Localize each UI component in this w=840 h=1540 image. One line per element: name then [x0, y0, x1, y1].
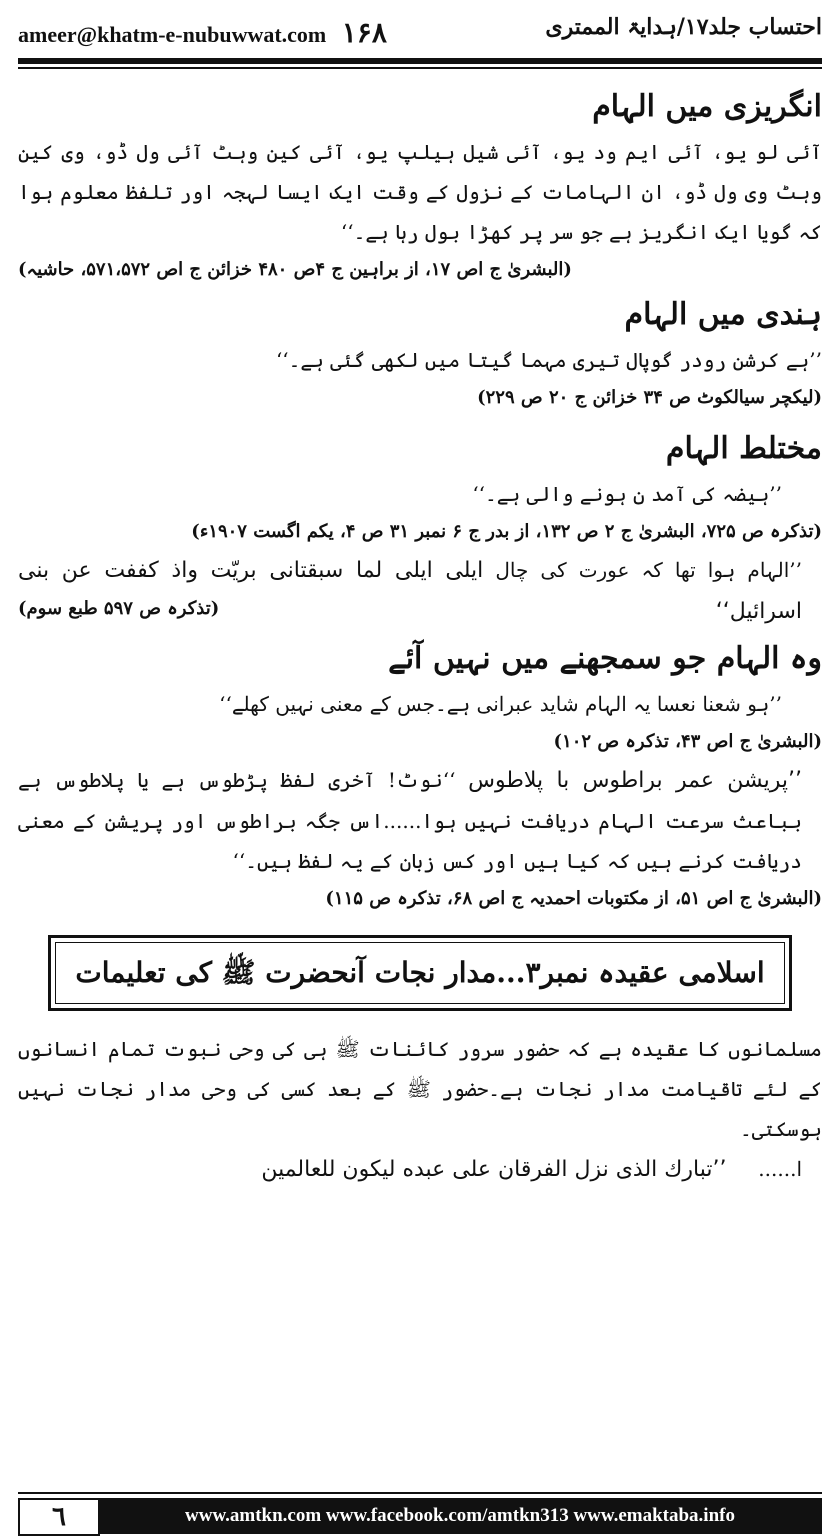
not-understood-reference-1: (البشریٰ ج اص ۴۳، تذکرہ ص ۱۰۲)	[553, 731, 822, 752]
header-left	[18, 16, 387, 50]
page-content	[18, 80, 822, 1190]
footer-rule	[18, 1492, 822, 1494]
header-rule-thin	[18, 67, 822, 69]
belief-title: اسلامی عقیدہ نمبر۳...مدار نجات آنحضرت ﷺ کی تعلیمات	[55, 942, 785, 1004]
mixed-reference-2: (تذکرہ ص ۵۹۷ طبع سوم)	[18, 598, 220, 619]
not-understood-reference-2: (البشریٰ ج اص ۵۱، از مکتوبات احمدیہ ج اص ۶۸، تذکرہ ص ۱۱۵)	[325, 888, 822, 909]
heading-mixed: مختلط الہام	[665, 431, 822, 466]
footer-page-number: ٦	[18, 1498, 100, 1536]
not-understood-text-2-urdu: ‘‘نوٹ! آخری لفظ پڑطوس ہے یا پلاطوس ہے بباعث سرعت الہام دریافت نہیں ہوا......اس جگہ براطوس اور پریشن کے معنی دریافت کرنے ہیں کہ کیا ہیں اور کس زبان کے یہ لفظ ہیں۔‘‘	[18, 768, 802, 873]
header-book-title: احتساب جلد۱۷/ہدایۃ الممتری	[545, 14, 822, 40]
page-footer	[18, 1498, 822, 1534]
header-page-number: ۱۶۸	[341, 18, 387, 49]
heading-not-understood: وہ الہام جو سمجھنے میں نہیں آئے	[388, 641, 822, 676]
page-header	[18, 6, 822, 58]
heading-english: انگریزی میں الہام	[592, 89, 822, 124]
mixed-text-2-arabic: ایلی ایلی لما سبقتانی بریّت واذ کففت عن بنی اسرائیل	[18, 558, 802, 624]
not-understood-text-2-arabic: ’’پریشن عمر براطوس با پلاطوس	[468, 768, 802, 793]
belief-numbering: ا......	[758, 1157, 802, 1181]
mixed-text-1: ’’ہیضہ کی آمد ن ہونے والی ہے۔‘‘	[472, 482, 782, 506]
hindi-text: ’’ہے کرشن رودر گوپال تیری مہما گیتا میں لکھی گئی ہے۔‘‘	[275, 348, 822, 372]
belief-text: مسلمانوں کا عقیدہ ہے کہ حضور سرور کائنات ﷺ ہی کی وحی نبوت تمام انسانوں کے لئے تاقیامت مدار نجات ہے۔حضور ﷺ کے بعد کسی کی وحی مدار نجات نہیں ہوسکتی۔	[18, 1037, 822, 1141]
not-understood-text-2	[18, 760, 822, 881]
belief-title-box	[48, 935, 792, 1011]
hindi-reference: (لیکچر سیالکوٹ ص ۳۴ خزائن ج ۲۰ ص ۲۲۹)	[477, 387, 822, 408]
mixed-text-2	[18, 550, 822, 632]
english-reference: (البشریٰ ج اص ۱۷، از براہین ج ۴ص ۴۸۰ خزائن ج اص ۵۷۱،۵۷۲، حاشیہ)	[18, 259, 572, 280]
english-text: آئی لو یو، آئی ایم ود یو، آئی شیل ہیلپ یو، آئی کین وہٹ آئی ول ڈو، وی کین وہٹ وی ول ڈو، ان الہامات کے نزول کے وقت ایک ایسا لہجہ اور تلفظ معلوم ہوا کہ گویا ایک انگریز ہے جو سر پر کھڑا بول رہا ہے۔‘‘	[18, 140, 822, 244]
not-understood-text-1: ’’ہو شعنا نعسا یہ الہام شاید عبرانی ہے۔جس کے معنی نہیں کھلے‘‘	[219, 692, 782, 716]
belief-verse: ’’تبارك الذی نزل الفرقان علی عبده لیكون للعالمین	[261, 1157, 727, 1182]
mixed-reference-1: (تذکرہ ص ۷۲۵، البشریٰ ج ۲ ص ۱۳۲، از بدر ج ۶ نمبر ۳۱ ص ۴، یکم اگست ۱۹۰۷ء)	[191, 521, 822, 542]
header-email: ameer@khatm-e-nubuwwat.com	[18, 22, 327, 47]
mixed-text-2-end: ‘‘	[715, 599, 730, 624]
header-rule-thick	[18, 58, 822, 64]
heading-hindi: ہندی میں الہام	[624, 297, 822, 332]
footer-links: www.amtkn.com www.facebook.com/amtkn313 www.emaktaba.info	[98, 1498, 822, 1534]
mixed-text-2-urdu: ’’الہام ہوا تھا کہ عورت کی چال	[495, 558, 802, 582]
belief-verse-line	[18, 1149, 822, 1190]
